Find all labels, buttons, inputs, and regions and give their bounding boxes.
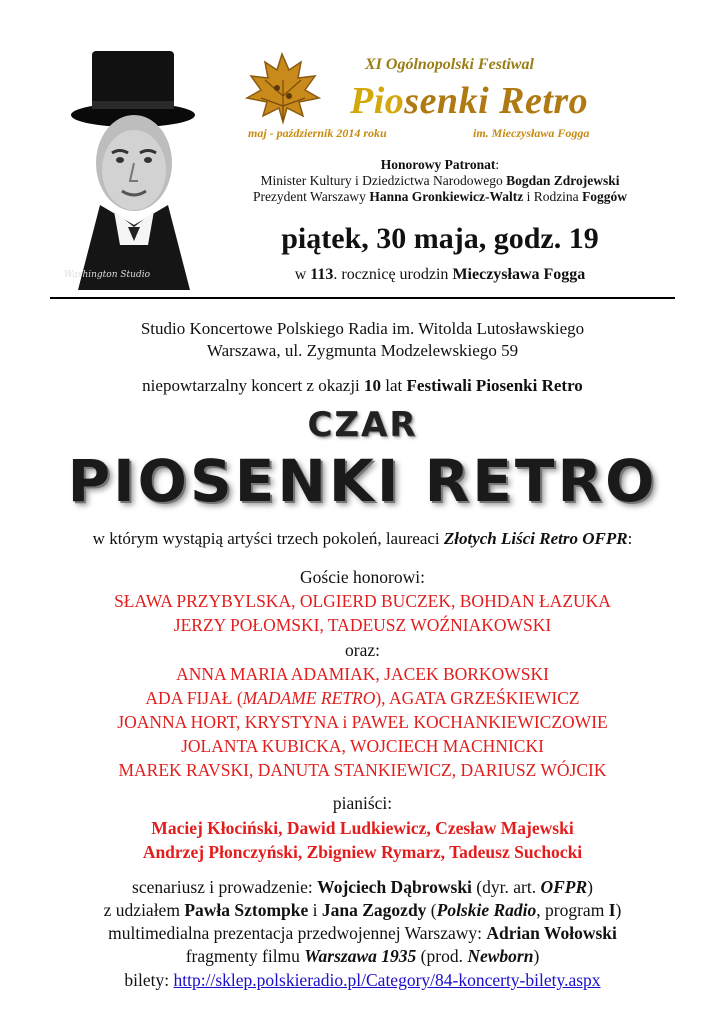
pianists-line-1: Maciej Kłociński, Dawid Ludkiewicz, Czesław Majewski xyxy=(151,818,574,838)
tickets-label: bilety: xyxy=(124,970,174,990)
guests-heading: Goście honorowi: xyxy=(300,567,425,587)
guests-line-1: SŁAWA PRZYBYLSKA, OLGIERD BUCZEK, BOHDAN ŁAZUKA xyxy=(114,591,611,611)
pianists-line-2: Andrzej Płonczyński, Zbigniew Rymarz, Tadeusz Suchocki xyxy=(142,842,583,862)
venue-address: Warszawa, ul. Zygmunta Modzelewskiego 59 xyxy=(206,341,519,360)
tickets-line xyxy=(0,969,725,992)
others-line-4: JOLANTA KUBICKA, WOJCIECH MACHNICKI xyxy=(181,736,544,756)
festival-edition: XI Ogólnopolski Festiwal xyxy=(365,56,534,73)
festival-dates-line xyxy=(248,126,628,141)
credits-line-1: scenariusz i prowadzenie: Wojciech Dąbrowski (dyr. art. OFPR) xyxy=(132,877,593,897)
festival-title xyxy=(350,79,588,123)
portrait-photo xyxy=(40,45,230,290)
others-line-2: ADA FIJAŁ (MADAME RETRO), AGATA GRZEŚKIEWICZ xyxy=(145,688,580,708)
honor-heading: Honorowy Patronat: xyxy=(380,157,500,172)
event-date: piątek, 30 maja, godz. 19 xyxy=(281,222,599,255)
anniversary-line: w 113. rocznicę urodzin Mieczysława Fogga xyxy=(294,266,586,283)
others-line-5: MAREK RAVSKI, DANUTA STANKIEWICZ, DARIUSZ WÓJCIK xyxy=(118,760,607,780)
festival-dates: maj - październik 2014 roku xyxy=(248,126,387,140)
credits-line-4: fragmenty filmu Warszawa 1935 (prod. Newborn) xyxy=(185,946,540,966)
festival-patron-name: im. Mieczysława Fogga xyxy=(473,126,590,140)
concert-logo xyxy=(0,405,725,515)
artists-intro: w którym wystąpią artyści trzech pokoleń, laureaci Złotych Liści Retro OFPR: xyxy=(92,529,633,548)
logo-top-text: CZAR xyxy=(307,405,418,445)
svg-text:Washington Studio: Washington Studio xyxy=(64,270,151,280)
credits-line-3: multimedialna prezentacja przedwojennej Warszawy: Adrian Wołowski xyxy=(108,923,617,943)
credits-line-2: z udziałem Pawła Sztompke i Jana Zagozdy (Polskie Radio, program I) xyxy=(103,900,622,920)
tickets-link[interactable]: http://sklep.polskieradio.pl/Category/84-koncerty-bilety.aspx xyxy=(173,970,601,990)
divider xyxy=(50,297,675,299)
venue-name: Studio Koncertowe Polskiego Radia im. Witolda Lutosławskiego xyxy=(140,319,585,338)
others-line-1: ANNA MARIA ADAMIAK, JACEK BORKOWSKI xyxy=(176,664,549,684)
maple-leaf-icon xyxy=(243,50,321,125)
logo-main-text: PIOSENKI RETRO xyxy=(67,447,658,515)
festival-title-part-a: Pio xyxy=(350,80,405,122)
others-heading: oraz: xyxy=(345,640,380,660)
pianists-heading: pianiści: xyxy=(332,793,393,813)
others-line-3: JOANNA HORT, KRYSTYNA i PAWEŁ KOCHANKIEWICZOWIE xyxy=(117,712,608,732)
honor-line-2: Prezydent Warszawy Hanna Gronkiewicz-Waltz i Rodzina Foggów xyxy=(252,189,628,204)
honor-line-1: Minister Kultury i Dziedzictwa Narodowego Bogdan Zdrojewski xyxy=(260,173,620,188)
guests-line-2: JERZY POŁOMSKI, TADEUSZ WOŹNIAKOWSKI xyxy=(173,615,552,635)
concert-occasion: niepowtarzalny koncert z okazji 10 lat Festiwali Piosenki Retro xyxy=(142,376,583,395)
festival-title-part-b: senki Retro xyxy=(404,80,589,122)
